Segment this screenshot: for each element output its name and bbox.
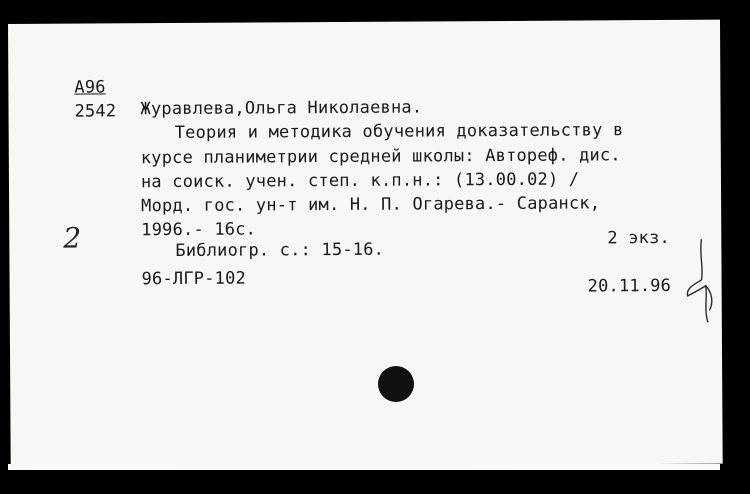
title-line-1: Теория и методика обучения доказательству в xyxy=(174,120,624,143)
record-number: 2542 xyxy=(74,101,117,122)
copies-count: 2 экз. xyxy=(607,227,670,249)
catalog-id: 96-ЛГР-102 xyxy=(141,268,246,290)
date-stamp: 20.11.96 xyxy=(587,275,672,297)
catalog-card xyxy=(8,20,723,468)
shelf-code: А96 xyxy=(74,77,106,98)
punch-hole xyxy=(378,366,414,402)
title-line-3: на соиск. учен. степ. к.п.н.: (13.00.02) / xyxy=(140,169,580,193)
title-line-2: курсе планиметрии средней школы: Автореф. дис. xyxy=(140,145,621,169)
title-line-5: 1996.- 16с. xyxy=(141,219,257,241)
title-line-4: Морд. гос. ун-т им. Н. П. Огарева.- Саранск, xyxy=(141,193,601,217)
author-name: Журавлева,Ольга Николаевна. xyxy=(140,97,423,120)
signature-scribble xyxy=(677,236,718,326)
bibliography-note: Библиогр. с.: 15-16. xyxy=(175,239,385,261)
handwritten-mark: 2 xyxy=(63,221,82,255)
